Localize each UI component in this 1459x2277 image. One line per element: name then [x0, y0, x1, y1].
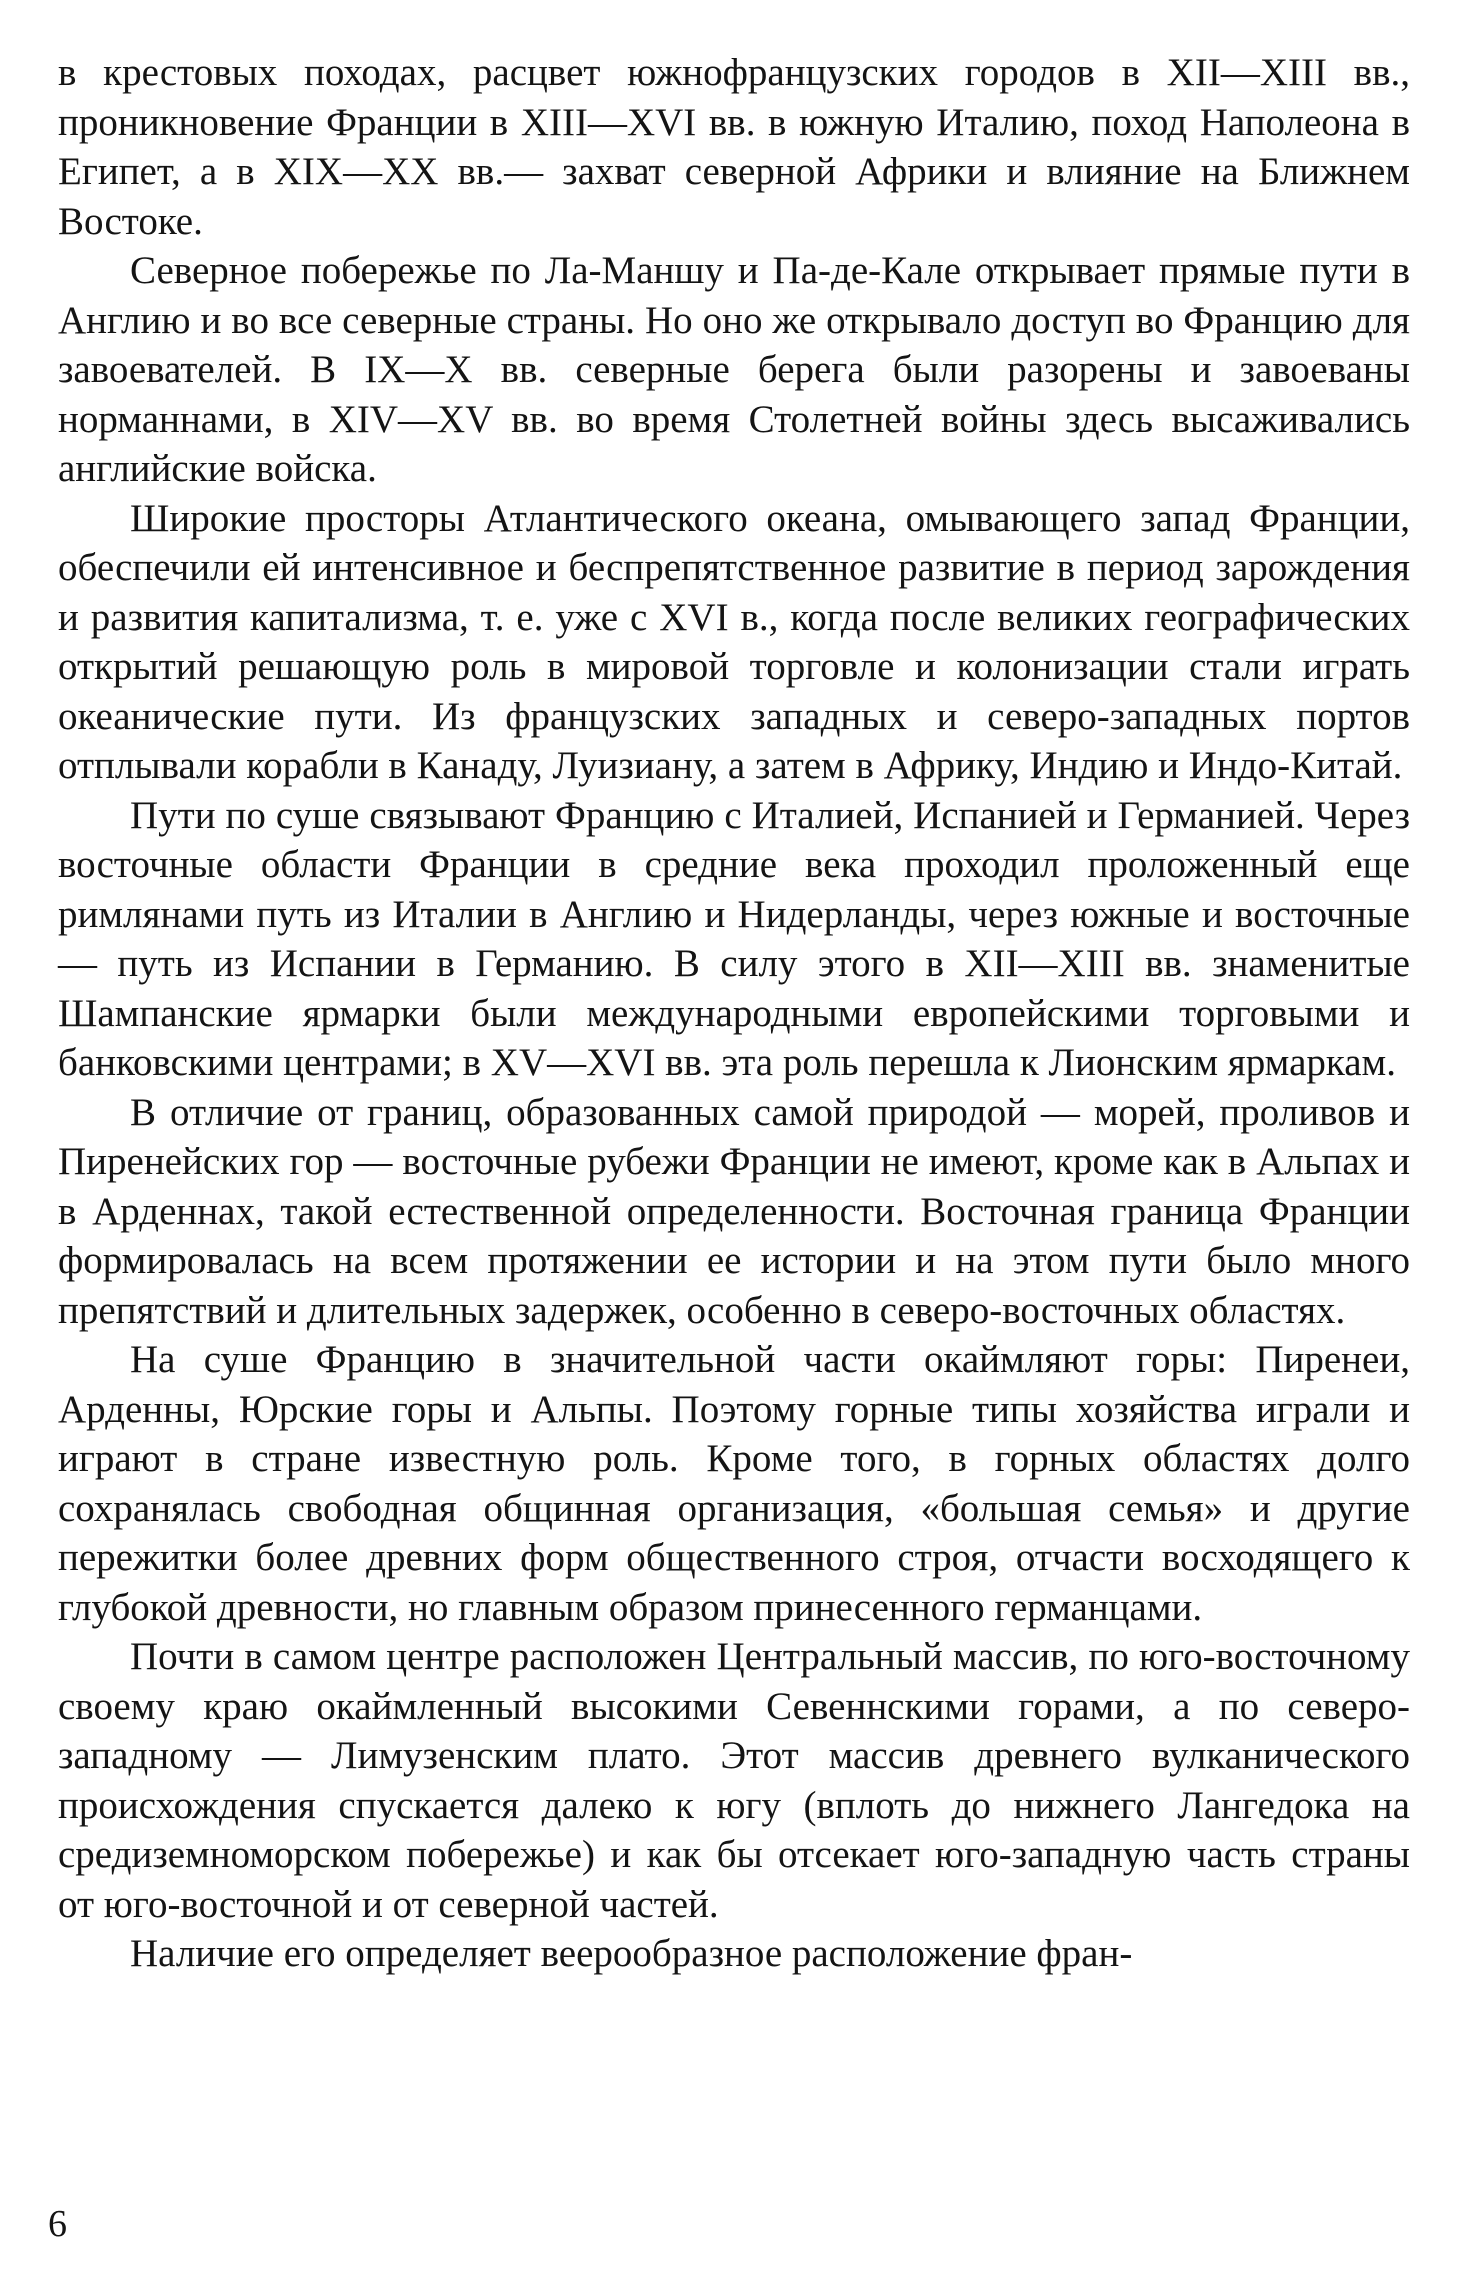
- paragraph-5: В отличие от границ, образованных самой природой — морей, проливов и Пиренейских гор — восточные рубежи Франции не имеют, кроме как в Альпах и в Арденнах, такой естественной определенности. Восточная граница Франции формировалась на всем протяжении ее истории и на этом пути было много препятствий и длительных задержек, особенно в северо-восточных областях.: [58, 1090, 1410, 1332]
- page-number: 6: [48, 2203, 67, 2245]
- paragraph-7: Почти в самом центре расположен Центральный массив, по юго-восточному своему краю окаймленный высокими Севеннскими горами, а по северо-западному — Лимузенским плато. Этот массив древнего вулканического происхождения спускается далеко к югу (вплоть до нижнего Лангедока на средиземноморском побережье) и как бы отсекает юго-западную часть страны от юго-восточной и от северной частей.: [58, 1635, 1410, 1926]
- paragraph-1: в крестовых походах, расцвет южнофранцузских городов в XII—XIII вв., проникновение Франции в XIII—XVI вв. в южную Италию, поход Наполеона в Египет, а в XIX—XX вв.— захват северной Африки и влияние на Ближнем Востоке.: [58, 51, 1410, 243]
- paragraph-4: Пути по суше связывают Францию с Италией, Испанией и Германией. Через восточные области Франции в средние века проходил проложенный еще римлянами путь из Италии в Англию и Нидерланды, через южные и восточные — путь из Испании в Германию. В силу этого в XII—XIII вв. знаменитые Шампанские ярмарки были международными европейскими торговыми и банковскими центрами; в XV—XVI вв. эта роль перешла к Лионским ярмаркам.: [58, 793, 1410, 1084]
- paragraph-8: Наличие его определяет веерообразное расположение фран-: [130, 1932, 1133, 1975]
- page-body: [58, 48, 1410, 1979]
- paragraph-2: Северное побережье по Ла-Маншу и Па-де-Кале открывает прямые пути в Англию и во все северные страны. Но оно же открывало доступ во Францию для завоевателей. В IX—X вв. северные берега были разорены и завоеваны норманнами, в XIV—XV вв. во время Столетней войны здесь высаживались английские войска.: [58, 249, 1410, 490]
- paragraph-3: Широкие просторы Атлантического океана, омывающего запад Франции, обеспечили ей интенсивное и беспрепятственное развитие в период зарождения и развития капитализма, т. е. уже с XVI в., когда после великих географических открытий решающую роль в мировой торговле и колонизации стали играть океанические пути. Из французских западных и северо-западных портов отплывали корабли в Канаду, Луизиану, а затем в Африку, Индию и Индо-Китай.: [58, 496, 1410, 787]
- paragraph-6: На суше Францию в значительной части окаймляют горы: Пиренеи, Арденны, Юрские горы и Альпы. Поэтому горные типы хозяйства играли и играют в стране известную роль. Кроме того, в горных областях долго сохранялась свободная общинная организация, «большая семья» и другие пережитки более древних форм общественного строя, отчасти восходящего к глубокой древности, но главным образом принесенного германцами.: [58, 1338, 1410, 1629]
